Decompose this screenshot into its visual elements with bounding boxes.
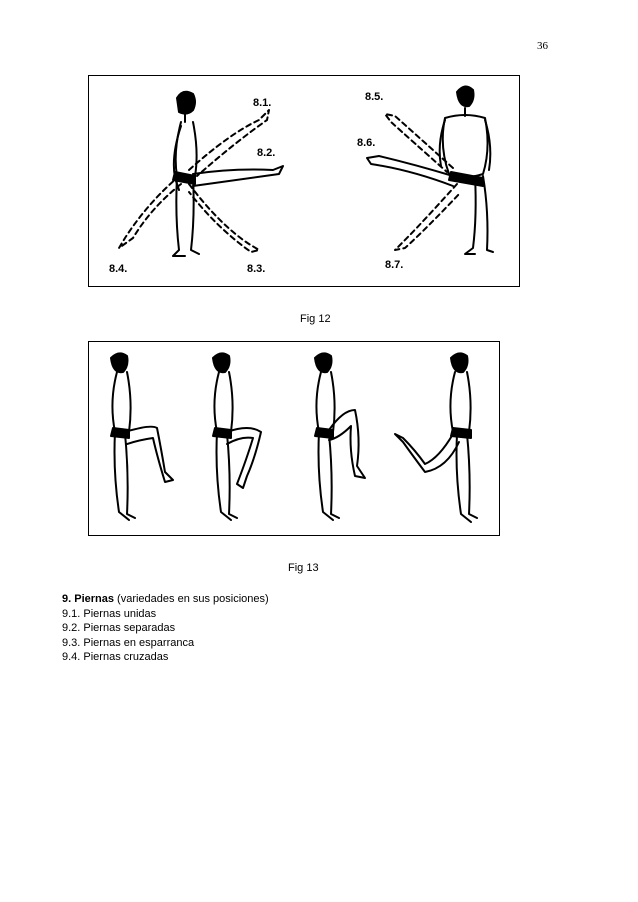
- label-8-5: 8.5.: [365, 91, 384, 103]
- leg-variations-list: [62, 607, 269, 665]
- list-item: 9.1. Piernas unidas: [62, 607, 157, 620]
- figure-12-drawing: [89, 76, 519, 286]
- label-8-2: 8.2.: [257, 147, 276, 159]
- leg-position-figure-3: [315, 353, 365, 520]
- list-item: 9.2. Piernas separadas: [62, 622, 176, 634]
- leg-position-figure-2: [213, 353, 261, 520]
- section-heading-line: [62, 592, 269, 607]
- label-8-1: 8.1.: [253, 97, 272, 109]
- right-standing-figure: [440, 86, 493, 254]
- list-item: 9.3. Piernas en esparranca: [62, 636, 195, 649]
- page-number: 36: [537, 40, 548, 52]
- figure-12-illustration: [88, 75, 520, 287]
- section-subtitle: (variedades en sus posiciones): [117, 593, 269, 605]
- section-heading: 9. Piernas: [62, 593, 114, 605]
- label-8-3: 8.3.: [247, 263, 266, 275]
- section-9-piernas: [62, 592, 269, 665]
- figure-12-caption: Fig 12: [300, 313, 331, 325]
- figure-13-drawing: [89, 342, 499, 535]
- list-item: 9.4. Piernas cruzadas: [62, 651, 169, 663]
- figure-13-illustration: [88, 341, 500, 536]
- label-8-4: 8.4.: [109, 263, 128, 275]
- label-8-7: 8.7.: [385, 259, 404, 271]
- leg-position-figure-4: [395, 353, 477, 522]
- leg-position-figure-1: [111, 353, 173, 520]
- figure-13-caption: Fig 13: [288, 562, 319, 574]
- label-8-6: 8.6.: [357, 137, 376, 149]
